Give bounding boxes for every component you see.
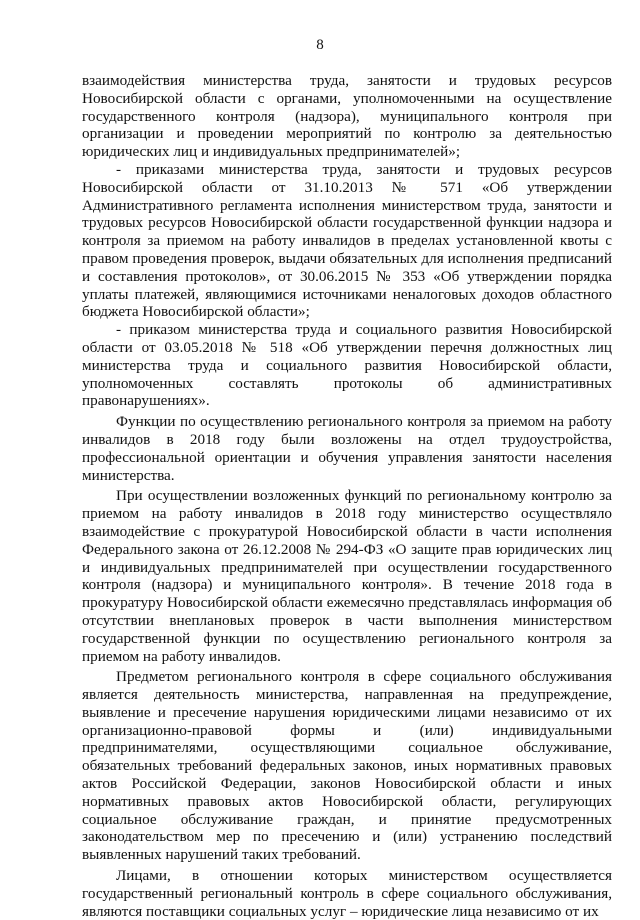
paragraph-1: взаимодействия министерства труда, занятости и трудовых ресурсов Новосибирской области с органами, уполномоченными на осуществление государственного контроля (надзора), муниципального контроля при организации и проведении мероприятий по контролю за деятельностью юридических лиц и индивидуальных предпринимателей»; (82, 72, 612, 161)
page-number: 8 (316, 37, 324, 53)
paragraph-5: При осуществлении возложенных функций по региональному контролю за приемом на работу инвалидов в 2018 году министерство осуществляло взаимодействие с прокуратурой Новосибирской области в части исполнения Федерального закона от 26.12.2008 № 294-ФЗ «О защите прав юридических лиц и индивидуальных предпринимателей при осуществлении государственного контроля (надзора) и муниципального контроля». В течение 2018 года в прокуратуру Новосибирской области ежемесячно представлялась информация об отсутствии внеплановых проверок в части выполнения министерством государственной функции по осуществлению регионального контроля за приемом на работу инвалидов. (82, 487, 612, 665)
paragraph-6: Предметом регионального контроля в сфере социального обслуживания является деятельность министерства, направленная на предупреждение, выявление и пресечение нарушения юридическими лицами независимо от их организационно-правовой формы и (или) индивидуальными предпринимателями, осуществляющими социальное обслуживание, обязательных требований федеральных законов, иных нормативных правовых актов Российской Федерации, законов Новосибирской области и иных нормативных правовых актов Новосибирской области, регулирующих социальное обслуживание граждан, и принятие предусмотренных законодательством мер по пресечению и (или) устранению последствий выявленных нарушений таких требований. (82, 668, 612, 864)
paragraph-7: Лицами, в отношении которых министерством осуществляется государственный региональный контроль в сфере социального обслуживания, являются поставщики социальных услуг – юридические лица независимо от их (82, 867, 612, 920)
paragraph-3: - приказом министерства труда и социального развития Новосибирской области от 03.05.2018 № 518 «Об утверждении перечня должностных лиц министерства труда и социального развития Новосибирской области, уполномоченных составлять протоколы об административных правонарушениях». (82, 321, 612, 410)
paragraph-4: Функции по осуществлению регионального контроля за приемом на работу инвалидов в 2018 году были возложены на отдел трудоустройства, профессиональной ориентации и обучения управления занятости населения министерства. (82, 413, 612, 484)
document-body (82, 72, 612, 920)
paragraph-2: - приказами министерства труда, занятости и трудовых ресурсов Новосибирской области от 31.10.2013 № 571 «Об утверждении Административного регламента исполнения министерством труда, занятости и трудовых ресурсов Новосибирской области государственной функции надзора и контроля за приемом на работу инвалидов в пределах установленной квоты с правом проведения проверок, выдачи обязательных для исполнения предписаний и составления протоколов», от 30.06.2015 № 353 «Об утверждении порядка уплаты платежей, являющимися источниками неналоговых доходов областного бюджета Новосибирской области»; (82, 160, 612, 321)
